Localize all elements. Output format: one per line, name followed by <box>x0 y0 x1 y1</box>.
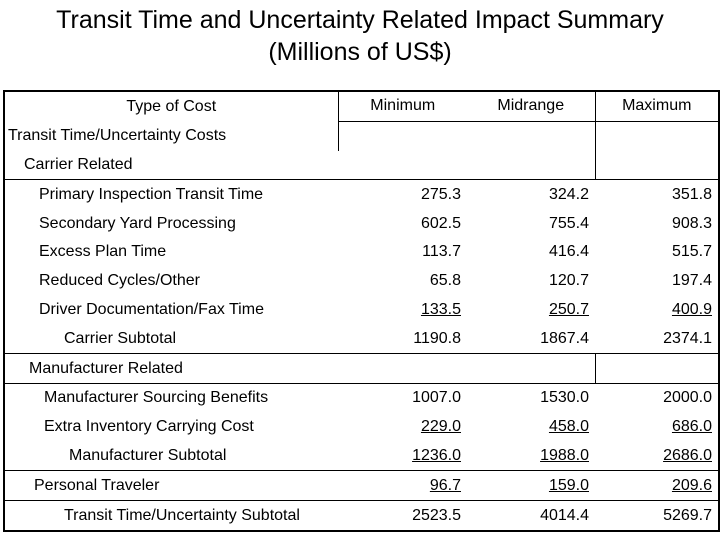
cell-maximum: 2686.0 <box>595 442 719 471</box>
row-label: Reduced Cycles/Other <box>4 267 338 296</box>
row-label: Transit Time/Uncertainty Costs <box>4 121 338 150</box>
cell-maximum: 515.7 <box>595 238 719 267</box>
cell-minimum: 275.3 <box>338 180 467 209</box>
impact-summary-table <box>3 90 720 532</box>
row-label: Personal Traveler <box>4 471 338 501</box>
cell-midrange: 159.0 <box>467 471 595 501</box>
cell-midrange <box>467 354 595 384</box>
cell-maximum: 2000.0 <box>595 383 719 412</box>
cell-minimum: 602.5 <box>420 214 461 232</box>
header-row <box>4 91 719 121</box>
row-label: Primary Inspection Transit Time <box>4 180 338 209</box>
table-row <box>4 383 719 412</box>
header-maximum: Maximum <box>595 91 719 121</box>
cell-minimum: 1236.0 <box>412 446 461 464</box>
cell-maximum: 209.6 <box>595 471 719 501</box>
cell-midrange <box>467 151 595 180</box>
cell-midrange: 120.7 <box>548 272 589 290</box>
table-row <box>4 267 719 296</box>
cell-maximum <box>595 121 719 150</box>
cell-midrange: 4014.4 <box>467 501 595 531</box>
table-row <box>4 180 719 209</box>
cell-midrange: 755.4 <box>548 214 589 232</box>
cell-minimum: 96.7 <box>338 471 467 501</box>
table-row <box>4 501 719 531</box>
cell-minimum: 2523.5 <box>338 501 467 531</box>
table-row <box>4 209 719 238</box>
header-minimum: Minimum <box>338 91 467 121</box>
cell-minimum <box>338 151 467 180</box>
cell-midrange: 458.0 <box>548 418 589 436</box>
row-label: Manufacturer Related <box>4 354 338 384</box>
cell-maximum: 351.8 <box>595 180 719 209</box>
row-label: Driver Documentation/Fax Time <box>4 296 338 325</box>
cell-midrange: 250.7 <box>548 300 589 318</box>
cell-midrange: 416.4 <box>548 243 589 261</box>
cell-midrange: 1988.0 <box>540 446 589 464</box>
table-row <box>4 324 719 353</box>
cell-midrange <box>467 121 595 150</box>
cell-midrange: 1867.4 <box>540 329 589 347</box>
row-label: Excess Plan Time <box>4 238 338 267</box>
cell-maximum <box>595 151 719 180</box>
row-label: Manufacturer Subtotal <box>4 442 338 471</box>
table-row <box>4 471 719 501</box>
page-title: Transit Time and Uncertainty Related Impact Summary <box>56 6 664 34</box>
table-row <box>4 238 719 267</box>
cell-maximum: 400.9 <box>595 296 719 325</box>
cell-maximum <box>595 354 719 384</box>
row-label: Extra Inventory Carrying Cost <box>4 413 338 442</box>
cell-maximum: 197.4 <box>595 267 719 296</box>
header-type-of-cost: Type of Cost <box>4 91 338 121</box>
cell-minimum: 113.7 <box>422 243 461 261</box>
table-row <box>4 121 719 150</box>
row-label: Transit Time/Uncertainty Subtotal <box>4 501 338 531</box>
cell-minimum: 65.8 <box>429 272 461 290</box>
cell-maximum: 686.0 <box>595 413 719 442</box>
page-subtitle: (Millions of US$) <box>268 38 452 66</box>
cell-minimum: 1190.8 <box>413 329 461 347</box>
table-row <box>4 151 719 180</box>
table-row <box>4 296 719 325</box>
cell-minimum: 133.5 <box>420 300 461 318</box>
row-label: Manufacturer Sourcing Benefits <box>4 383 338 412</box>
cell-minimum <box>338 121 467 150</box>
cell-maximum: 908.3 <box>595 209 719 238</box>
cell-minimum <box>338 354 467 384</box>
cell-midrange: 324.2 <box>467 180 595 209</box>
row-label: Carrier Subtotal <box>4 324 338 353</box>
table-row <box>4 354 719 384</box>
cell-maximum: 5269.7 <box>595 501 719 531</box>
row-label: Carrier Related <box>4 151 338 180</box>
cell-maximum: 2374.1 <box>595 324 719 353</box>
header-midrange: Midrange <box>467 91 595 121</box>
row-label: Secondary Yard Processing <box>4 209 338 238</box>
cell-midrange: 1530.0 <box>467 383 595 412</box>
table-row <box>4 413 719 442</box>
table-row <box>4 442 719 471</box>
cell-minimum: 229.0 <box>420 418 461 436</box>
cell-minimum: 1007.0 <box>338 383 467 412</box>
